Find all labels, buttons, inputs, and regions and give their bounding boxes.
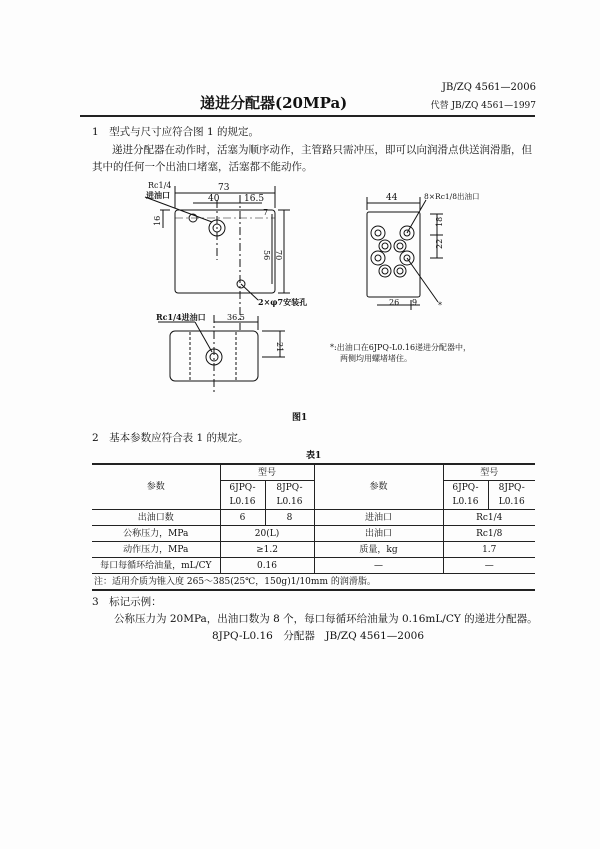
table-row	[92, 526, 535, 542]
table-row	[92, 542, 535, 558]
table-row	[92, 558, 535, 574]
row-label-right: 出油口	[314, 526, 443, 542]
section-1-para-line2: 其中的任何一个出油口堵塞，活塞都不能动作。	[92, 161, 313, 173]
top-view	[158, 315, 285, 395]
figure-footnote-line2: 两侧均用螺堵堵住。	[340, 354, 412, 363]
marking-example-text: 公称压力为 20MPa，出油口数为 8 个，每口每循环给油量为 0.16mL/CY 的递进分配器。	[114, 613, 538, 625]
row-label-right: 进油口	[314, 510, 443, 526]
model-8: 8JPQ- L0.16	[265, 481, 314, 510]
top-inlet-label: Rc1/4进油口	[156, 312, 206, 322]
row-label-right: 质量，kg	[314, 542, 443, 558]
section-2-heading: 2 基本参数应符合表 1 的规定。	[92, 432, 249, 444]
dim-22: 22	[435, 238, 444, 249]
front-inlet-label1: Rc1/4	[148, 181, 172, 190]
parameter-table	[92, 463, 535, 591]
section-1-para-line1: 递进分配器在动作时，活塞为顺序动作，主管路只需冲压，即可以向润滑点供送润滑脂，但	[112, 144, 532, 156]
row-label: 出油口数	[92, 510, 220, 526]
dim-7: 7	[263, 208, 269, 217]
row-value-8: 8	[265, 510, 314, 526]
dim-21: 21	[275, 342, 284, 353]
figure-footnote-line1: *:出油口在6JPQ-L0.16递进分配器中，	[330, 343, 472, 352]
model-header-right: 型号	[443, 464, 535, 481]
replaces-standard: 代替 JB/ZQ 4561—1997	[430, 101, 536, 111]
mount-holes-label: 2×φ7安装孔	[258, 297, 308, 307]
outlet-label: 8×Rc1/8出油口	[424, 192, 480, 201]
row-value: ≥1.2	[220, 542, 314, 558]
row-value-6: 6	[220, 510, 265, 526]
standard-number: JB/ZQ 4561—2006	[442, 82, 536, 93]
side-view	[367, 197, 443, 310]
param-header-left: 参数	[92, 464, 220, 510]
dim-18: 18	[435, 216, 444, 227]
dim-44: 44	[386, 193, 398, 203]
front-inlet-label2: 进油口	[146, 190, 170, 200]
dim-9: 9	[412, 298, 418, 307]
row-label-right: —	[314, 558, 443, 574]
marking-example-code: 8JPQ-L0.16 分配器 JB/ZQ 4561—2006	[212, 630, 424, 642]
dim-16-5: 16.5	[244, 194, 265, 204]
model-6: 6JPQ- L0.16	[220, 481, 265, 510]
row-value-right: Rc1/4	[443, 510, 535, 526]
section-1-heading: 1 型式与尺寸应符合图 1 的规定。	[92, 126, 260, 138]
table-row	[92, 510, 535, 526]
dim-36-5: 36.5	[227, 313, 245, 322]
param-header-right: 参数	[314, 464, 443, 510]
table-caption: 表1	[306, 451, 322, 461]
row-value-right: —	[443, 558, 535, 574]
row-label: 公称压力，MPa	[92, 526, 220, 542]
dim-70: 70	[274, 250, 283, 261]
dim-26: 26	[389, 298, 400, 307]
row-label: 动作压力，MPa	[92, 542, 220, 558]
page-title: 递进分配器(20MPa)	[200, 94, 348, 112]
model-8: 8JPQ- L0.16	[488, 481, 535, 510]
dim-16: 16	[153, 215, 162, 226]
dim-40: 40	[208, 194, 220, 204]
star-marker: *	[438, 301, 442, 310]
row-value-right: 1.7	[443, 542, 535, 558]
dim-73: 73	[218, 183, 230, 193]
figure-caption: 图1	[292, 413, 308, 423]
table-note: 注：适用介质为锥入度 265～385(25℃，150g)1/10mm 的润滑脂。	[92, 574, 535, 591]
model-header-left: 型号	[220, 464, 314, 481]
row-label: 每口每循环给油量，mL/CY	[92, 558, 220, 574]
section-3-heading: 3 标记示例：	[92, 596, 162, 608]
model-6: 6JPQ- L0.16	[443, 481, 488, 510]
dim-56: 56	[262, 250, 271, 261]
row-value: 20(L)	[220, 526, 314, 542]
row-value-right: Rc1/8	[443, 526, 535, 542]
row-value: 0.16	[220, 558, 314, 574]
